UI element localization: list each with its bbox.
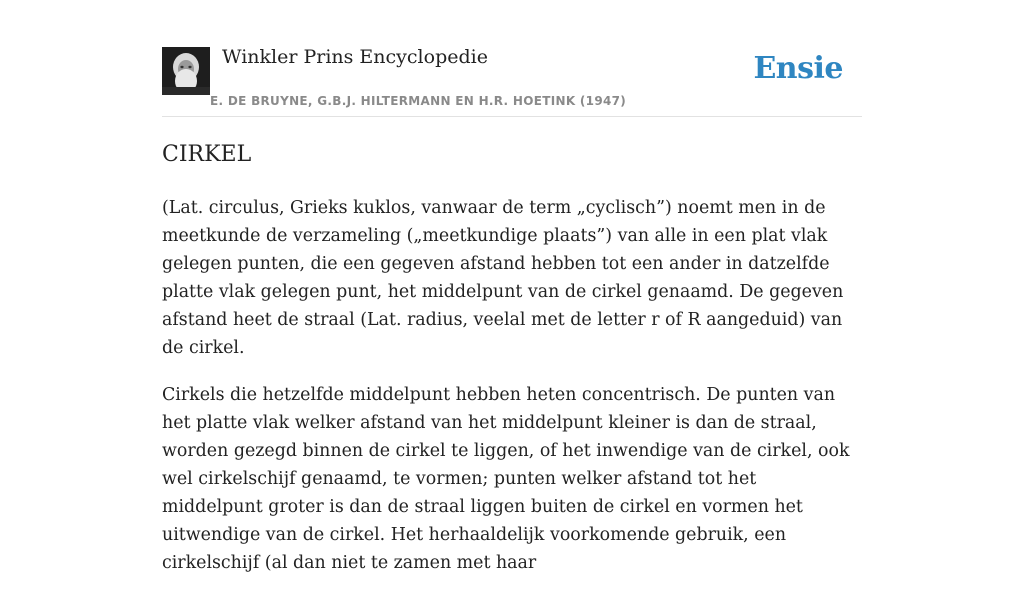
- source-header: [162, 40, 862, 117]
- author-portrait-image: [162, 47, 210, 95]
- article: [162, 140, 862, 596]
- source-title[interactable]: Winkler Prins Encyclopedie: [222, 46, 488, 68]
- ensie-logo[interactable]: Ensie: [753, 51, 843, 86]
- article-title: CIRKEL: [162, 142, 252, 167]
- author-avatar[interactable]: [162, 47, 210, 95]
- article-paragraph: (Lat. circulus, Grieks kuklos, vanwaar de term „cyclisch”) noemt men in de meetkunde de verzameling („meetkundige plaats”) van alle in een plat vlak gelegen punten, die een gegeven afstand hebben tot een ander in datzelfde platte vlak gelegen punt, het middelpunt van de cirkel genaamd. De gegeven afstand heet de straal (Lat. radius, veelal met de letter r of R aangeduid) van de cirkel.: [162, 198, 844, 358]
- source-authors: E. DE BRUYNE, G.B.J. HILTERMANN EN H.R. HOETINK (1947): [210, 94, 627, 108]
- article-paragraph: Cirkels die hetzelfde middelpunt hebben heten concentrisch. De punten van het platte vlak welker afstand van het middelpunt kleiner is dan de straal, worden gezegd binnen de cirkel te liggen, of het inwendige van de cirkel, ook wel cirkelschijf genaamd, te vormen; punten welker afstand tot het middelpunt groter is dan de straal liggen buiten de cirkel en vormen het uitwendige van de cirkel. Het herhaaldelijk voorkomende gebruik, een cirkelschijf (al dan niet te zamen met haar: [162, 385, 850, 573]
